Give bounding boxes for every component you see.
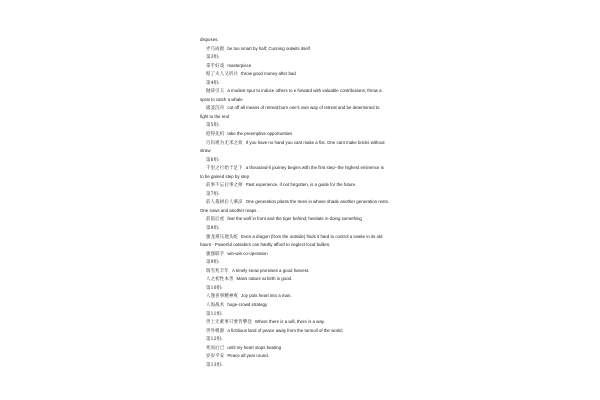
chinese-phrase: 抢得先机: [206, 132, 225, 138]
text-line: [200, 96, 400, 105]
text-line: [200, 147, 400, 156]
text-line: [200, 104, 400, 113]
text-line: [200, 344, 400, 353]
text-line: [200, 62, 400, 71]
text-line: [200, 318, 400, 327]
chinese-phrase: 人之初性本善: [206, 277, 234, 283]
english-translation: One generation plants the trees in whose shade another generation rests.: [245, 199, 390, 205]
text-line: [200, 173, 400, 182]
chinese-phrase: 第8组:: [206, 226, 220, 232]
english-translation: sprat to catch a whale: [200, 96, 243, 102]
text-line: [200, 45, 400, 54]
text-line: [200, 121, 400, 130]
english-translation: Where there is a will, there is a way.: [254, 319, 325, 325]
chinese-phrase: 第10组:: [206, 285, 223, 291]
english-translation: huge-crowd strategy: [227, 301, 268, 307]
chinese-phrase: 瑞雪兆丰年: [206, 268, 229, 274]
english-translation: One sows and another reaps .: [200, 207, 259, 213]
chinese-phrase: 第4组:: [206, 80, 220, 86]
chinese-phrase: 第11组:: [206, 311, 223, 317]
chinese-phrase: 强龙难压地头蛇: [206, 234, 239, 240]
text-line: [200, 190, 400, 199]
chinese-phrase: 抛砖引玉: [206, 89, 225, 95]
chinese-phrase: 第9组:: [206, 260, 220, 266]
text-line: [200, 113, 400, 122]
text-line: [200, 36, 400, 45]
chinese-phrase: 死而后已: [206, 345, 225, 351]
text-line: [200, 207, 400, 216]
english-translation: fear the wolf in front and the tiger behind; hesitate in doing something: [227, 216, 362, 222]
text-line: [200, 215, 400, 224]
english-translation: A timely snow promises a good harvest.: [231, 267, 310, 273]
text-line: [200, 181, 400, 190]
text-line: [200, 156, 400, 165]
text-line: [200, 301, 400, 310]
english-translation: masterpiece: [227, 62, 252, 68]
document-text-column: [200, 36, 400, 369]
chinese-phrase: 世外桃源: [206, 328, 225, 334]
english-translation: to be gained step by step: [200, 173, 250, 179]
english-translation: be too smart by half; Cunning outwits itself: [227, 45, 310, 51]
text-line: [200, 53, 400, 62]
text-line: [200, 198, 400, 207]
text-line: [200, 130, 400, 139]
english-translation: a modest spur to induce others to e forward with valuable contributions; throw a: [227, 88, 382, 94]
english-translation: Joy puts heart into a man.: [241, 293, 292, 299]
english-translation: take the preemptive opportunities: [227, 131, 293, 137]
english-translation: Even a dragon (from the outside) finds it hard to control a snake in its old: [241, 233, 383, 239]
english-translation: haunt - Powerful outsiders can hardly afford to neglect local bullies.: [200, 242, 331, 248]
english-translation: until my heart stops beating: [227, 344, 282, 350]
text-line: [200, 275, 400, 284]
chinese-phrase: 千里之行始于足下: [206, 166, 243, 172]
english-translation: Peace all year round.: [227, 353, 269, 359]
chinese-phrase: 拿手好戏: [206, 63, 225, 69]
chinese-phrase: 巧妇难为无米之炊: [206, 140, 243, 146]
chinese-phrase: 第3组:: [206, 55, 220, 61]
text-line: [200, 164, 400, 173]
english-translation: disposes.: [200, 37, 219, 42]
chinese-phrase: 赔了夫人又折兵: [206, 72, 239, 78]
text-line: [200, 258, 400, 267]
chinese-phrase: 前狼后虎: [206, 217, 225, 223]
text-line: [200, 241, 400, 250]
chinese-phrase: 前事不忘后事之师: [206, 183, 243, 189]
english-translation: If you have no hand you cant make a fist. One cant make bricks without: [245, 139, 385, 145]
english-translation: win-win co-operation: [227, 250, 268, 256]
text-line: [200, 361, 400, 370]
text-line: [200, 284, 400, 293]
english-translation: straw: [200, 148, 211, 154]
chinese-phrase: 前人栽树后人乘凉: [206, 200, 243, 206]
english-translation: throw good money after bad: [241, 71, 296, 77]
chinese-phrase: 岁岁平安: [206, 354, 225, 360]
chinese-phrase: 世上无难事只要肯攀登: [206, 320, 252, 326]
english-translation: fight to the end: [200, 113, 230, 119]
text-line: [200, 352, 400, 361]
english-translation: a fictitious land of peace away from the turmoil of the world;: [227, 327, 343, 333]
chinese-phrase: 人逢喜事精神爽: [206, 294, 239, 300]
chinese-phrase: 人海战术: [206, 302, 225, 308]
english-translation: cut off all means of retreat;burn one's own way of retreat and be determined to: [227, 105, 380, 111]
text-line: [200, 70, 400, 79]
text-line: [200, 139, 400, 148]
text-line: [200, 327, 400, 336]
text-line: [200, 267, 400, 276]
text-line: [200, 250, 400, 259]
chinese-phrase: 第5组:: [206, 123, 220, 129]
english-translation: a thousand-li journey begins with the first step--the highest eminence is: [245, 165, 384, 171]
text-line: [200, 79, 400, 88]
chinese-phrase: 第13组:: [206, 362, 223, 368]
text-line: [200, 335, 400, 344]
english-translation: Past experience, if not forgotten, is a guide for the future.: [245, 182, 357, 188]
chinese-phrase: 强强联手: [206, 251, 225, 257]
chinese-phrase: 第12组:: [206, 337, 223, 343]
text-line: [200, 224, 400, 233]
chinese-phrase: 第6组:: [206, 157, 220, 163]
chinese-phrase: 破釜沉舟: [206, 106, 225, 112]
chinese-phrase: 第7组:: [206, 191, 220, 197]
text-line: [200, 233, 400, 242]
chinese-phrase: 弄巧成拙: [206, 46, 225, 52]
text-line: [200, 87, 400, 96]
text-line: [200, 310, 400, 319]
english-translation: Mans nature at birth is good.: [236, 276, 293, 282]
text-line: [200, 292, 400, 301]
